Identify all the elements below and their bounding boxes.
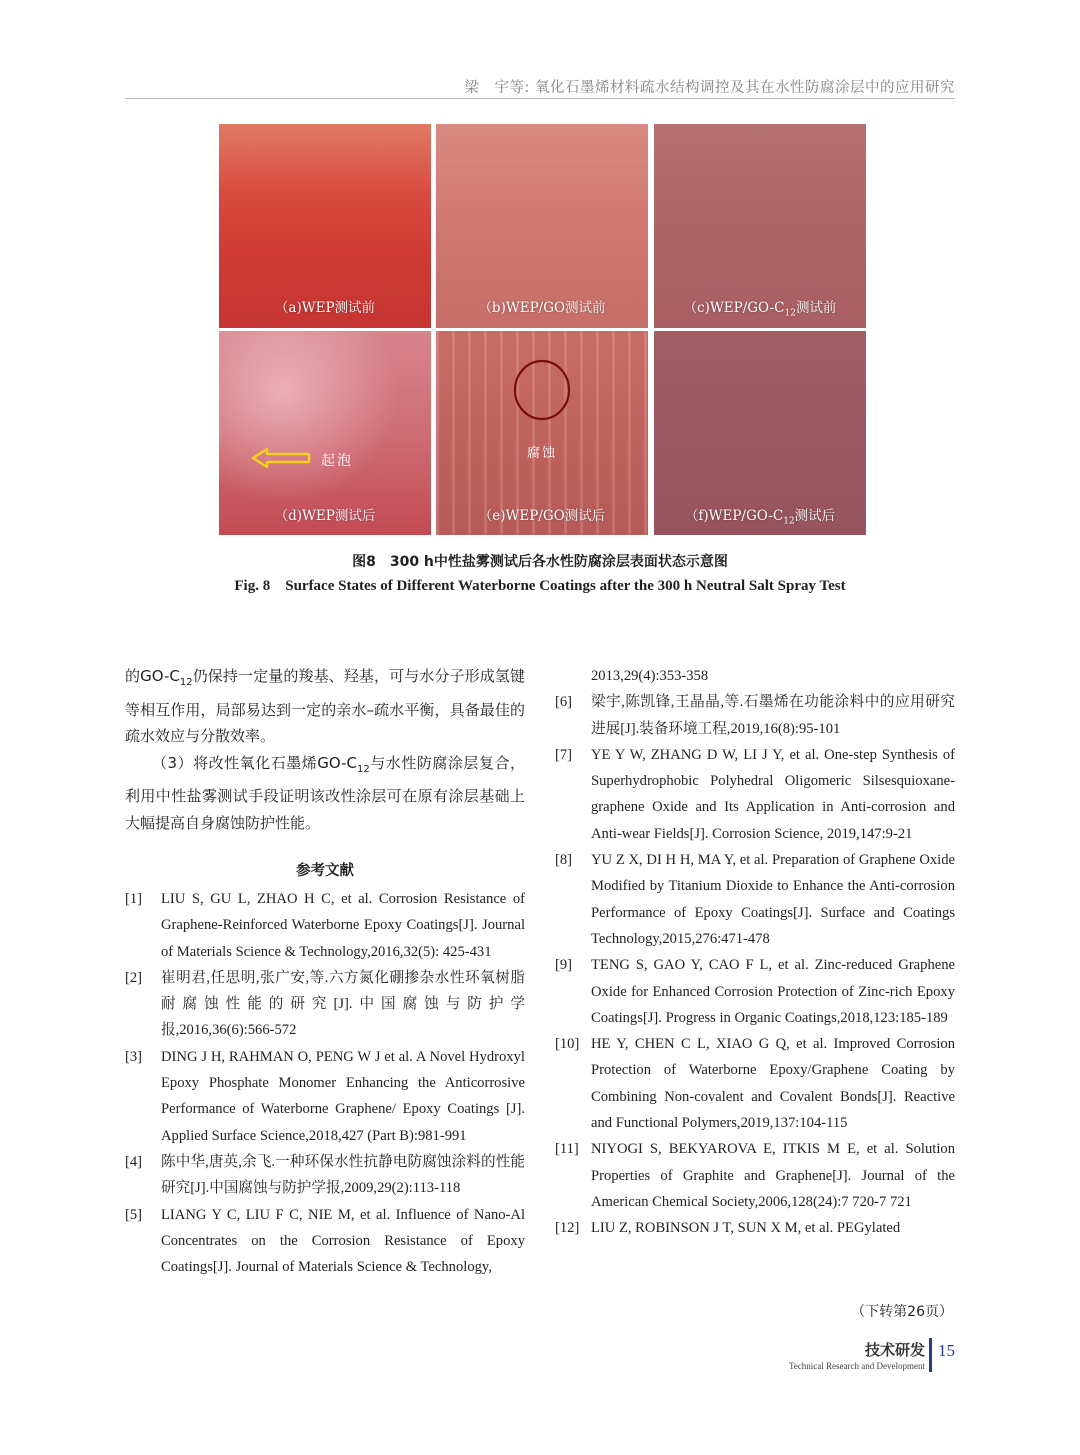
- running-header: 梁 宇等: 氧化石墨烯材料疏水结构调控及其在水性防腐涂层中的应用研究: [464, 80, 955, 96]
- reference-item: [2] 崔明君,任思明,张广安,等.六方氮化硼掺杂水性环氧树脂耐腐蚀性能的研究[J].中国腐蚀与防护学报,2016,36(6):566-572: [125, 969, 525, 1039]
- footer-section-en: Technical Research and Development: [788, 1361, 925, 1371]
- panel-f: [654, 331, 866, 535]
- corrosion-circle-icon: [511, 358, 573, 422]
- corrosion-annotation: 腐蚀: [526, 446, 557, 461]
- panel-c: [654, 124, 866, 328]
- references-title: 参考文献: [296, 863, 354, 879]
- page-number: 15: [938, 1341, 955, 1360]
- panel-d-label: （d)WEP测试后: [274, 508, 376, 524]
- reference-item: [11] NIYOGI S, BEKYAROVA E, ITKIS M E, et al. Solution Properties of Graphite and Graphene[J]. Journal of the American Chemical Society,2006,128(24):7 720-7 721: [555, 1141, 955, 1210]
- reference-item: [10] HE Y, CHEN C L, XIAO G Q, et al. Improved Corrosion Protection of Waterborne Epoxy/Graphene Coating by Combining Non-covalent and Covalent Bonds[J]. Reactive and Functional Polymers,2019,137:104-115: [555, 1036, 955, 1132]
- figure-caption-en: Fig. 8 Surface States of Different Waterborne Coatings after the 300 h Neutral Salt Spray Test: [234, 578, 846, 594]
- body-paragraph-1: 的$GO-C_{12}$仍保持一定量的羧基、羟基，可与水分子形成氢键等相互作用，局部易达到一定的亲水–疏水平衡，具备最佳的疏水效应与分散效率。: [125, 667, 525, 745]
- right-column: [555, 663, 955, 1242]
- reference-continuation: 2013,29(4):353-358: [591, 668, 709, 684]
- panel-e-label: （e)WEP/GO测试后: [478, 508, 606, 524]
- panel-b-label: （b)WEP/GO测试前: [478, 300, 606, 316]
- panel-b: [436, 124, 648, 328]
- panel-a: [219, 124, 431, 328]
- footer-divider: [929, 1338, 932, 1372]
- reference-item: [6] 梁宇,陈凯锋,王晶晶,等.石墨烯在功能涂料中的应用研究进展[J].装备环境工程,2019,16(8):95-101: [555, 694, 955, 737]
- reference-item: [9] TENG S, GAO Y, CAO F L, et al. Zinc-reduced Graphene Oxide for Enhanced Corrosion Protection of Zinc-rich Epoxy Coatings[J]. Progress in Organic Coatings,2018,123:185-189: [555, 957, 955, 1026]
- left-column: [125, 663, 525, 1280]
- panel-c-label: $(c)WEP/GO-C_{12}$测试前: [683, 300, 837, 319]
- reference-item: [12] LIU Z, ROBINSON J T, SUN X M, et al. PEGylated: [555, 1220, 901, 1237]
- panel-d: [219, 331, 431, 535]
- reference-item: [4] 陈中华,唐英,余飞.一种环保水性抗静电防腐蚀涂料的性能研究[J].中国腐蚀与防护学报,2009,29(2):113-118: [125, 1153, 525, 1197]
- reference-item: [3] DING J H, RAHMAN O, PENG W J et al. A Novel Hydroxyl Epoxy Phosphate Monomer Enhancing the Anticorrosive Performance of Waterborne Graphene/ Epoxy Coatings [J]. Applied Surface Science,2018,427 (Part B):981-991: [125, 1048, 525, 1144]
- body-paragraph-2: （3）将改性氧化石墨烯$GO-C_{12}$与水性防腐涂层复合，利用中性盐雾测试手段证明该改性涂层可在原有涂层基础上大幅提高自身腐蚀防护性能。: [125, 753, 525, 832]
- footer-section-cn: 技术研发: [864, 1341, 925, 1359]
- figure-caption-cn: 图8 300 h中性盐雾测试后各水性防腐涂层表面状态示意图: [352, 554, 728, 570]
- reference-item: [5] LIANG Y C, LIU F C, NIE M, et al. Influence of Nano-Al Concentrates on the Corrosion Resistance of Epoxy Coatings[J]. Journal of Materials Science & Technology,: [125, 1206, 525, 1276]
- header-rule: [125, 98, 955, 99]
- continued-note: （下转第26页）: [851, 1304, 953, 1320]
- reference-item: [8] YU Z X, DI H H, MA Y, et al. Preparation of Graphene Oxide Modified by Titanium Dioxide to Enhance the Anti-corrosion Performance of Epoxy Coatings[J]. Surface and Coatings Technology,2015,276:471-478: [555, 852, 955, 947]
- reference-item: [7] YE Y W, ZHANG D W, LI J Y, et al. One-step Synthesis of Superhydrophobic Polyhedral Oligomeric Silsesquioxane-graphene Oxide and Its Application in Anti-corrosion and Anti-wear Fields[J]. Corrosion Science, 2019,147:9-21: [555, 746, 955, 842]
- panel-f-label: $(f)WEP/GO-C_{12}$测试后: [684, 508, 836, 527]
- panel-a-label: （a)WEP测试前: [274, 300, 376, 316]
- figure-8: [219, 124, 866, 535]
- reference-item: [1] LIU S, GU L, ZHAO H C, et al. Corrosion Resistance of Graphene-Reinforced Waterborne Epoxy Coatings[J]. Journal of Materials Science & Technology,2016,32(5): 425-431: [125, 891, 525, 960]
- blister-annotation: 起泡: [321, 453, 353, 469]
- arrow-left-icon: [251, 447, 311, 469]
- panel-e: [436, 331, 648, 535]
